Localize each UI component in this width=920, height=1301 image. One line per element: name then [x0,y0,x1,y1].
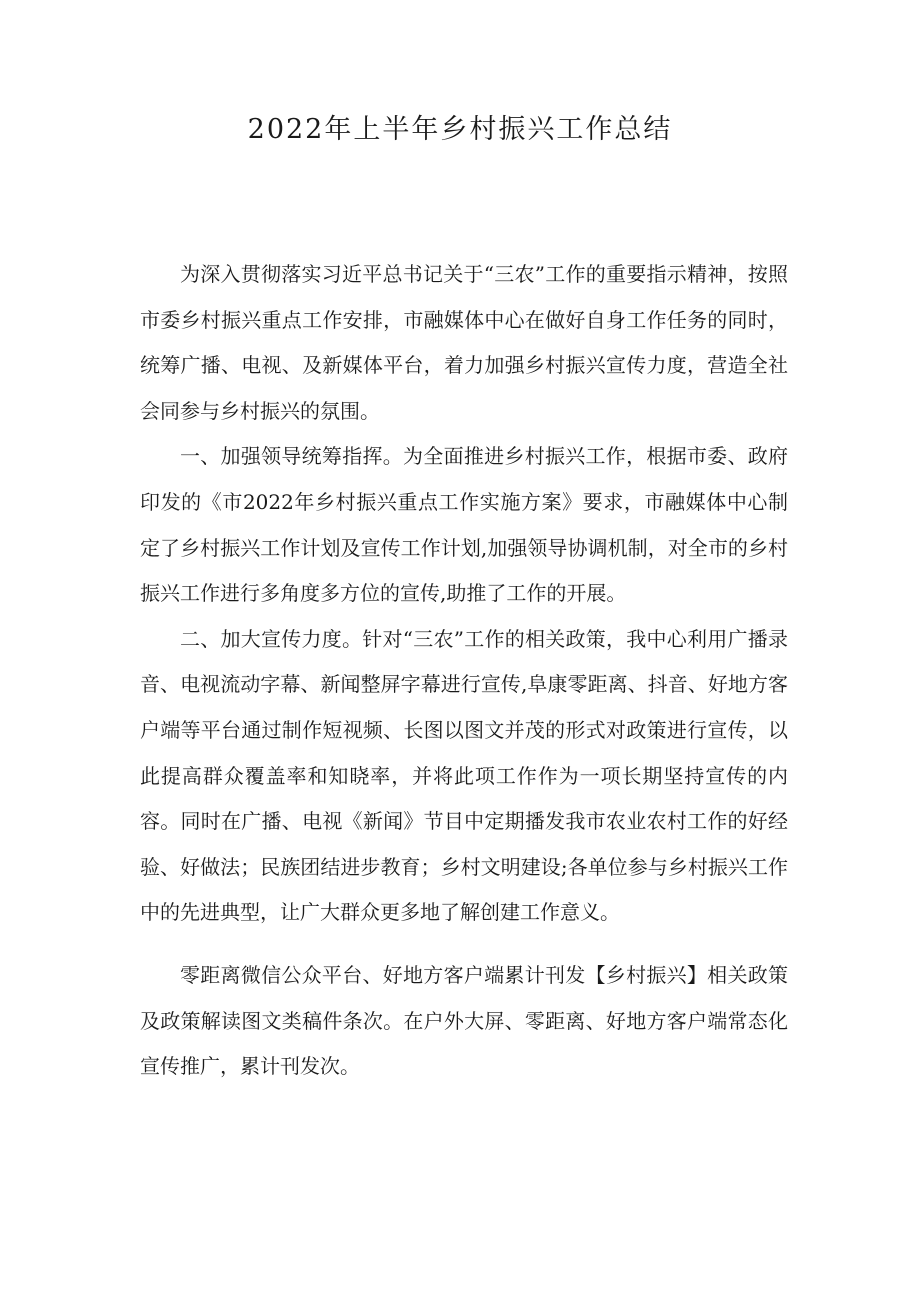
paragraph-platforms: 零距离微信公众平台、好地方客户端累计刊发【乡村振兴】相关政策及政策解读图文类稿件条次。在户外大屏、零距离、好地方客户端常态化宣传推广，累计刊发次。 [140,962,788,1079]
paragraph-publicity: 二、加大宣传力度。针对“三农”工作的相关政策，我中心利用广播录音、电视流动字幕、新闻整屏字幕进行宣传,阜康零距离、抖音、好地方客户端等平台通过制作短视频、长图以图文并茂的形式对政策进行宣传，以此提高群众覆盖率和知晓率，并将此项工作作为一项长期坚持宣传的内容。同时在广播、电视《新闻》节目中定期播发我市农业农村工作的好经验、好做法；民族团结进步教育；乡村文明建设;各单位参与乡村振兴工作中的先进典型，让广大群众更多地了解创建工作意义。 [140,626,788,925]
paragraph-spacer [140,936,788,953]
document-body [140,252,788,1090]
paragraph-leadership: 一、加强领导统筹指挥。为全面推进乡村振兴工作，根据市委、政府印发的《市2022年乡村振兴重点工作实施方案》要求，市融媒体中心制定了乡村振兴工作计划及宣传工作计划,加强领导协调机制，对全市的乡村振兴工作进行多角度多方位的宣传,助推了工作的开展。 [140,444,788,606]
paragraph-intro: 为深入贯彻落实习近平总书记关于“三农”工作的重要指示精神，按照市委乡村振兴重点工作安排，市融媒体中心在做好自身工作任务的同时，统筹广播、电视、及新媒体平台，着力加强乡村振兴宣传力度，营造全社会同参与乡村振兴的氛围。 [140,262,788,423]
document-title: 2022年上半年乡村振兴工作总结 [247,114,673,145]
